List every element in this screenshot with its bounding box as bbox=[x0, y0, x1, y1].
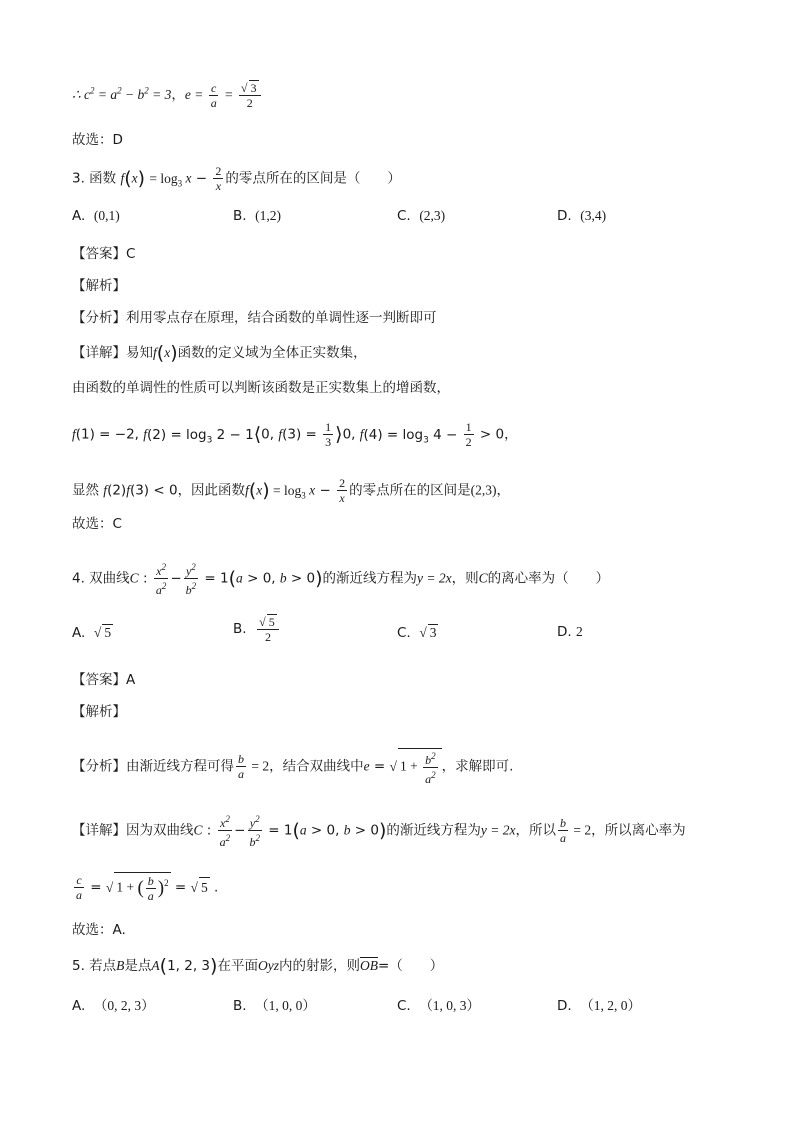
q5-option-d[interactable]: D. （1, 2, 0） bbox=[557, 998, 642, 1014]
question-3-stem: 3. 函数 $f(x) = \log_3 x$ − $\frac{2}{x}$ 的零点所在的区间是（ ） bbox=[72, 164, 401, 193]
q5-option-c[interactable]: C. （1, 0, 3） bbox=[397, 998, 481, 1014]
q3-option-b[interactable]: B. (1,2) bbox=[233, 208, 282, 224]
q4-fenxi: 【分析】由渐近线方程可得 $\frac{b}{a}$ = 2，结合双曲线中e = √ 1 + $\frac{b^2}{a^2}$ ，求解即可. bbox=[72, 748, 734, 786]
q4-option-b[interactable]: B. $\frac{√ 5}{2}$ bbox=[233, 614, 281, 644]
q4-option-a[interactable]: A. √ 5 bbox=[72, 625, 112, 641]
q4-answer: 【答案】A bbox=[72, 672, 136, 688]
q3-detail-1: 【详解】易知f(x)函数的定义域为全体正实数集， bbox=[72, 342, 367, 364]
choice-previous: 故选：D bbox=[72, 132, 123, 148]
q5-option-b[interactable]: B. （1, 0, 0） bbox=[233, 998, 316, 1014]
q5-option-a[interactable]: A. （0, 2, 3） bbox=[72, 998, 155, 1014]
q4-detail-2-formula: $\frac{c}{a}$ = √ 1 + ( $\frac{b}{a}$ )$^2$ = √ 5 . bbox=[76, 873, 219, 903]
q3-jiexi: 【解析】 bbox=[72, 278, 126, 294]
q4-option-c[interactable]: C. √ 3 bbox=[397, 625, 437, 641]
q3-fenxi: 【分析】利用零点存在原理，结合函数的单调性逐一判断即可 bbox=[72, 310, 437, 326]
question-4-stem: 4. 双曲线C : $\frac{x^2}{a^2}$ − $\frac{y^2}{b^2}$ = 1(a > 0, b > 0)的渐近线方程为y = 2x，则C的离心率为（ ） bbox=[72, 562, 610, 597]
q3-option-c[interactable]: C. (2,3) bbox=[397, 208, 446, 224]
q3-answer: 【答案】C bbox=[72, 246, 136, 262]
q4-choice: 故选：A. bbox=[72, 922, 126, 938]
q3-detail-3-values: f(1) = −2, $f(2) = \log_3 2$ − 1⟨0, f(3) = $\frac{1}{3}$ ⟩0, $f(4) = \log_3 4$ − $\frac{1}{2}$ > 0， bbox=[72, 420, 518, 449]
question-5-stem: 5. 若点B是点A(1, 2, 3)在平面Oyz内的射影，则$\overline{OB}=$（ ） bbox=[72, 955, 444, 977]
q4-option-d[interactable]: D. 2 bbox=[557, 624, 583, 640]
q3-option-a[interactable]: A. (0,1) bbox=[72, 208, 120, 224]
q4-jiexi: 【解析】 bbox=[72, 704, 126, 720]
q3-option-d[interactable]: D. (3,4) bbox=[557, 208, 607, 224]
q3-detail-4: 显然 f(2)f(3) < 0，因此函数$f(x) = \log_3 x$ − $\frac{2}{x}$ 的零点所在的区间是(2,3)， bbox=[72, 476, 510, 505]
q3-detail-2: 由函数的单调性的性质可以判断该函数是正实数集上的增函数， bbox=[72, 380, 450, 396]
eccentricity-formula: ∴ $c^2 = a^2 - b^2 = 3$，e = $\frac{c}{a}$ = $\frac{√ 3}{2}$ bbox=[72, 80, 734, 110]
q3-choice: 故选：C bbox=[72, 516, 122, 532]
q4-detail-1: 【详解】因为双曲线C : $\frac{x^2}{a^2}$ − $\frac{y^2}{b^2}$ = 1(a > 0, b > 0)的渐近线方程为y = 2x，所以 $\frac{b}{a}$ = 2，所以离心率为 bbox=[72, 814, 686, 849]
